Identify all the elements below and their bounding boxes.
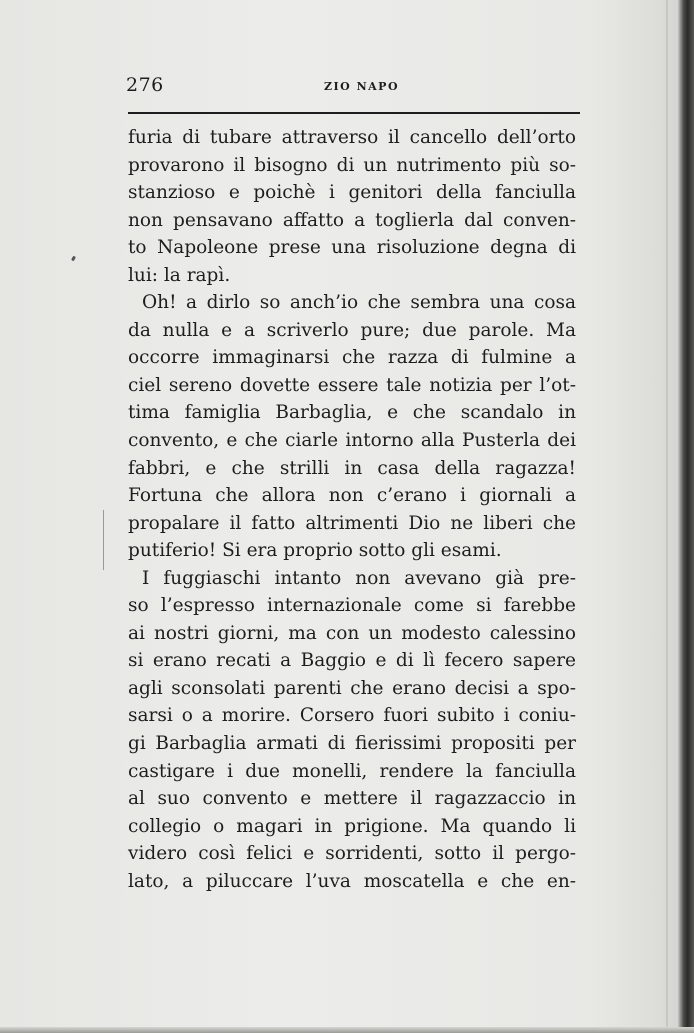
text-line: fabbri, e che strilli in casa della ragazza!	[128, 457, 576, 479]
text-line: agli sconsolati parenti che erano decisi a spo-	[128, 677, 576, 699]
text-line: ai nostri giorni, ma con un modesto calessino	[128, 622, 576, 644]
text-line: to Napoleone prese una risoluzione degna di	[128, 237, 576, 259]
text-line: stanzioso e poichè i genitori della fanciulla	[128, 182, 576, 204]
text-line: convento, e che ciarle intorno alla Pusterla dei	[128, 430, 576, 452]
text-line: Oh! a dirlo so anch’io che sembra una cosa	[142, 292, 576, 314]
page-edge-shadow	[678, 0, 694, 1033]
text-line: videro così felici e sorridenti, sotto il pergo-	[128, 843, 576, 865]
text-line: collegio o magari in prigione. Ma quando li	[128, 815, 576, 837]
text-line: al suo convento e mettere il ragazzaccio in	[128, 788, 576, 810]
text-line: tima famiglia Barbaglia, e che scandalo in	[128, 402, 576, 424]
text-line: castigare i due monelli, rendere la fanciulla	[128, 760, 576, 782]
text-line: lato, a piluccare l’uva moscatella e che en-	[128, 870, 576, 892]
page-gutter-line	[666, 0, 668, 1033]
body-text	[128, 124, 576, 895]
text-line: ciel sereno dovette essere tale notizia per l’ot-	[128, 374, 576, 396]
page-number: 276	[126, 74, 164, 96]
ink-speck	[71, 256, 76, 262]
text-line: so l’espresso internazionale come si farebbe	[128, 595, 576, 617]
text-line: non pensavano affatto a toglierla dal conven-	[128, 209, 576, 231]
text-line: furia di tubare attraverso il cancello dell’orto	[128, 127, 576, 148]
text-line: I fuggiaschi intanto non avevano già pre-	[142, 567, 576, 589]
text-line: Fortuna che allora non c’erano i giornali a	[128, 485, 576, 507]
header-rule	[128, 112, 580, 114]
page-header	[126, 74, 582, 100]
text-line: provarono il bisogno di un nutrimento più so-	[128, 154, 576, 176]
running-head: ZIO NAPO	[324, 80, 400, 93]
text-line: propalare il fatto altrimenti Dio ne liberi che	[128, 512, 576, 534]
text-line: gi Barbaglia armati di fierissimi propositi per	[128, 733, 576, 755]
text-line: si erano recati a Baggio e di lì fecero sapere	[128, 650, 576, 672]
page-bottom-edge	[0, 1027, 694, 1033]
text-line: lui: la rapì.	[128, 264, 231, 286]
text-line: putiferio! Si era proprio sotto gli esami.	[128, 540, 502, 562]
text-line: occorre immaginarsi che razza di fulmine a	[128, 347, 576, 369]
margin-pencil-mark	[103, 510, 104, 570]
text-line: sarsi o a morire. Corsero fuori subito i coniu-	[128, 705, 576, 727]
text-line: da nulla e a scriverlo pure; due parole. Ma	[128, 319, 576, 341]
